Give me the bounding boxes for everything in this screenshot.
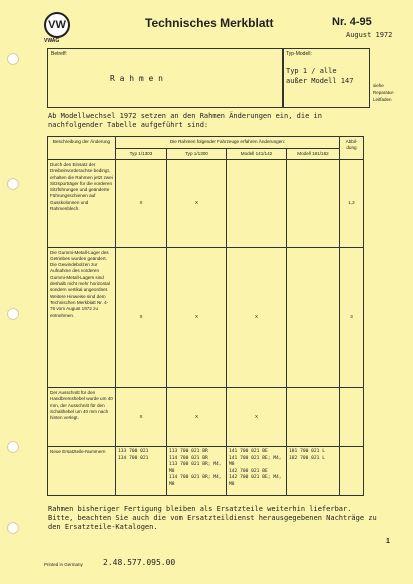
cell-modell-181-182	[287, 247, 340, 388]
table-row	[48, 160, 364, 248]
punch-hole	[7, 53, 19, 65]
document-title: Technisches Merkblatt	[145, 16, 274, 30]
betreff-label: Betreff:	[51, 51, 68, 57]
intro-text: Ab Modellwechsel 1972 setzen an den Rahmen Änderungen ein, die in nachfolgender Tabelle aufgeführt sind:	[48, 112, 322, 129]
cell-modell-141-142: X	[227, 247, 287, 388]
part-number: 2.48.577.095.00	[103, 558, 176, 567]
row-description: Der Ausschnitt für den Handbremshebel wurde um 40 mm, der Ausschnitt für den Schalthebel um 40 mm nach hinten verlegt.	[48, 388, 116, 447]
cell-typ-1303: 133 700 021 134 700 021	[116, 447, 167, 496]
cell-abbildung	[340, 447, 364, 496]
side-note-line: siehe	[373, 83, 384, 88]
cell-modell-141-142	[227, 160, 287, 248]
header-group: Die Rahmen folgender Fahrzeuge erfahren Änderungen:	[116, 137, 340, 149]
cell-typ-1300: X	[167, 247, 227, 388]
printed-in-note: Printed in Germany	[44, 562, 83, 567]
side-note-line: Leitfaden	[373, 97, 392, 102]
header-typ-1300: Typ 1/1300	[167, 148, 227, 160]
punch-hole	[7, 522, 19, 534]
betreff-value: R a h m e n	[110, 74, 163, 83]
side-note-line: Reparatur-	[373, 90, 395, 95]
row-description: Durch den Einsatz der Dreibeinvorderachse bedingt, erhalten die Rahmen jetzt zwei Sitzspurträger für die vorderen Sitzführungen und geänderte Führungsschienen auf Gusskolonnen und Rahmenblech.	[48, 160, 116, 248]
logo-brand-text: VWAG	[44, 38, 60, 44]
document-date: August 1972	[346, 31, 393, 39]
page-number: 1	[386, 538, 390, 545]
table-row	[48, 247, 364, 388]
typ-modell-box	[282, 48, 370, 108]
cell-abbildung	[340, 388, 364, 447]
punch-hole	[7, 308, 19, 320]
header-typ-1303: Typ 1/1303	[116, 148, 167, 160]
typ-modell-value-1: Typ 1 / alle	[286, 67, 337, 75]
cell-typ-1303: X	[116, 388, 167, 447]
row-description: Neue Ersatzteile-Nummern	[48, 447, 116, 496]
table-row	[48, 388, 364, 447]
cell-typ-1303: X	[116, 160, 167, 248]
footer-line-2: Bitte, beachten Sie auch die vom Ersatzteildienst herausgegebenen Nachträge zu den Ersatzteile-Katalogen.	[48, 514, 377, 531]
punch-hole	[7, 178, 19, 190]
cell-modell-181-182: 181 700 021 L 182 700 021 L	[287, 447, 340, 496]
cell-typ-1303: X	[116, 247, 167, 388]
betreff-box	[47, 48, 284, 108]
cell-modell-141-142: X	[227, 388, 287, 447]
cell-typ-1300: X	[167, 388, 227, 447]
cell-typ-1300: X	[167, 160, 227, 248]
changes-table	[47, 136, 364, 496]
cell-typ-1300: 113 700 021 BR 114 700 021 BR 113 700 021 BR; M4, M8 114 700 021 BR; M4, M8	[167, 447, 227, 496]
punch-hole	[7, 441, 19, 453]
header-modell-181-182: Modell 181/182	[287, 148, 340, 160]
footer-text	[48, 505, 378, 532]
cell-modell-141-142: 141 700 021 BE 141 700 021 BE; M4, M8 142 700 021 BE 142 700 021 BE; M4, M8	[227, 447, 287, 496]
footer-line-1: Rahmen bisheriger Fertigung bleiben als Ersatzteile weiterhin lieferbar.	[48, 505, 352, 513]
row-description: Die Gummi-Metall-Lager des Getriebes wurden geändert. Die Gewindebolzen zur Aufnahme des vorderen Gummi-Metall-Lagers sind deshalb nicht mehr horizontal sondern vertikal angeordnet. Weitere Hinweise sind dem Technischen Merkblatt Nr. 4-76 vom August 1972 zu entnehmen.	[48, 247, 116, 388]
header-abbildung: Abbil-dung	[340, 137, 364, 160]
header-description: Beschreibung der Änderung	[48, 137, 116, 160]
document-number: Nr. 4-95	[332, 16, 372, 28]
typ-modell-label: Typ-Modell:	[286, 51, 312, 57]
cell-modell-181-182	[287, 160, 340, 248]
cell-abbildung: 3	[340, 247, 364, 388]
table-row	[48, 447, 364, 496]
typ-modell-value-2: außer Modell 147	[286, 77, 354, 85]
cell-abbildung: 1,2	[340, 160, 364, 248]
header-modell-141-142: Modell 141/142	[227, 148, 287, 160]
side-note	[373, 82, 395, 103]
cell-modell-181-182	[287, 388, 340, 447]
vw-logo: VW	[44, 12, 70, 38]
